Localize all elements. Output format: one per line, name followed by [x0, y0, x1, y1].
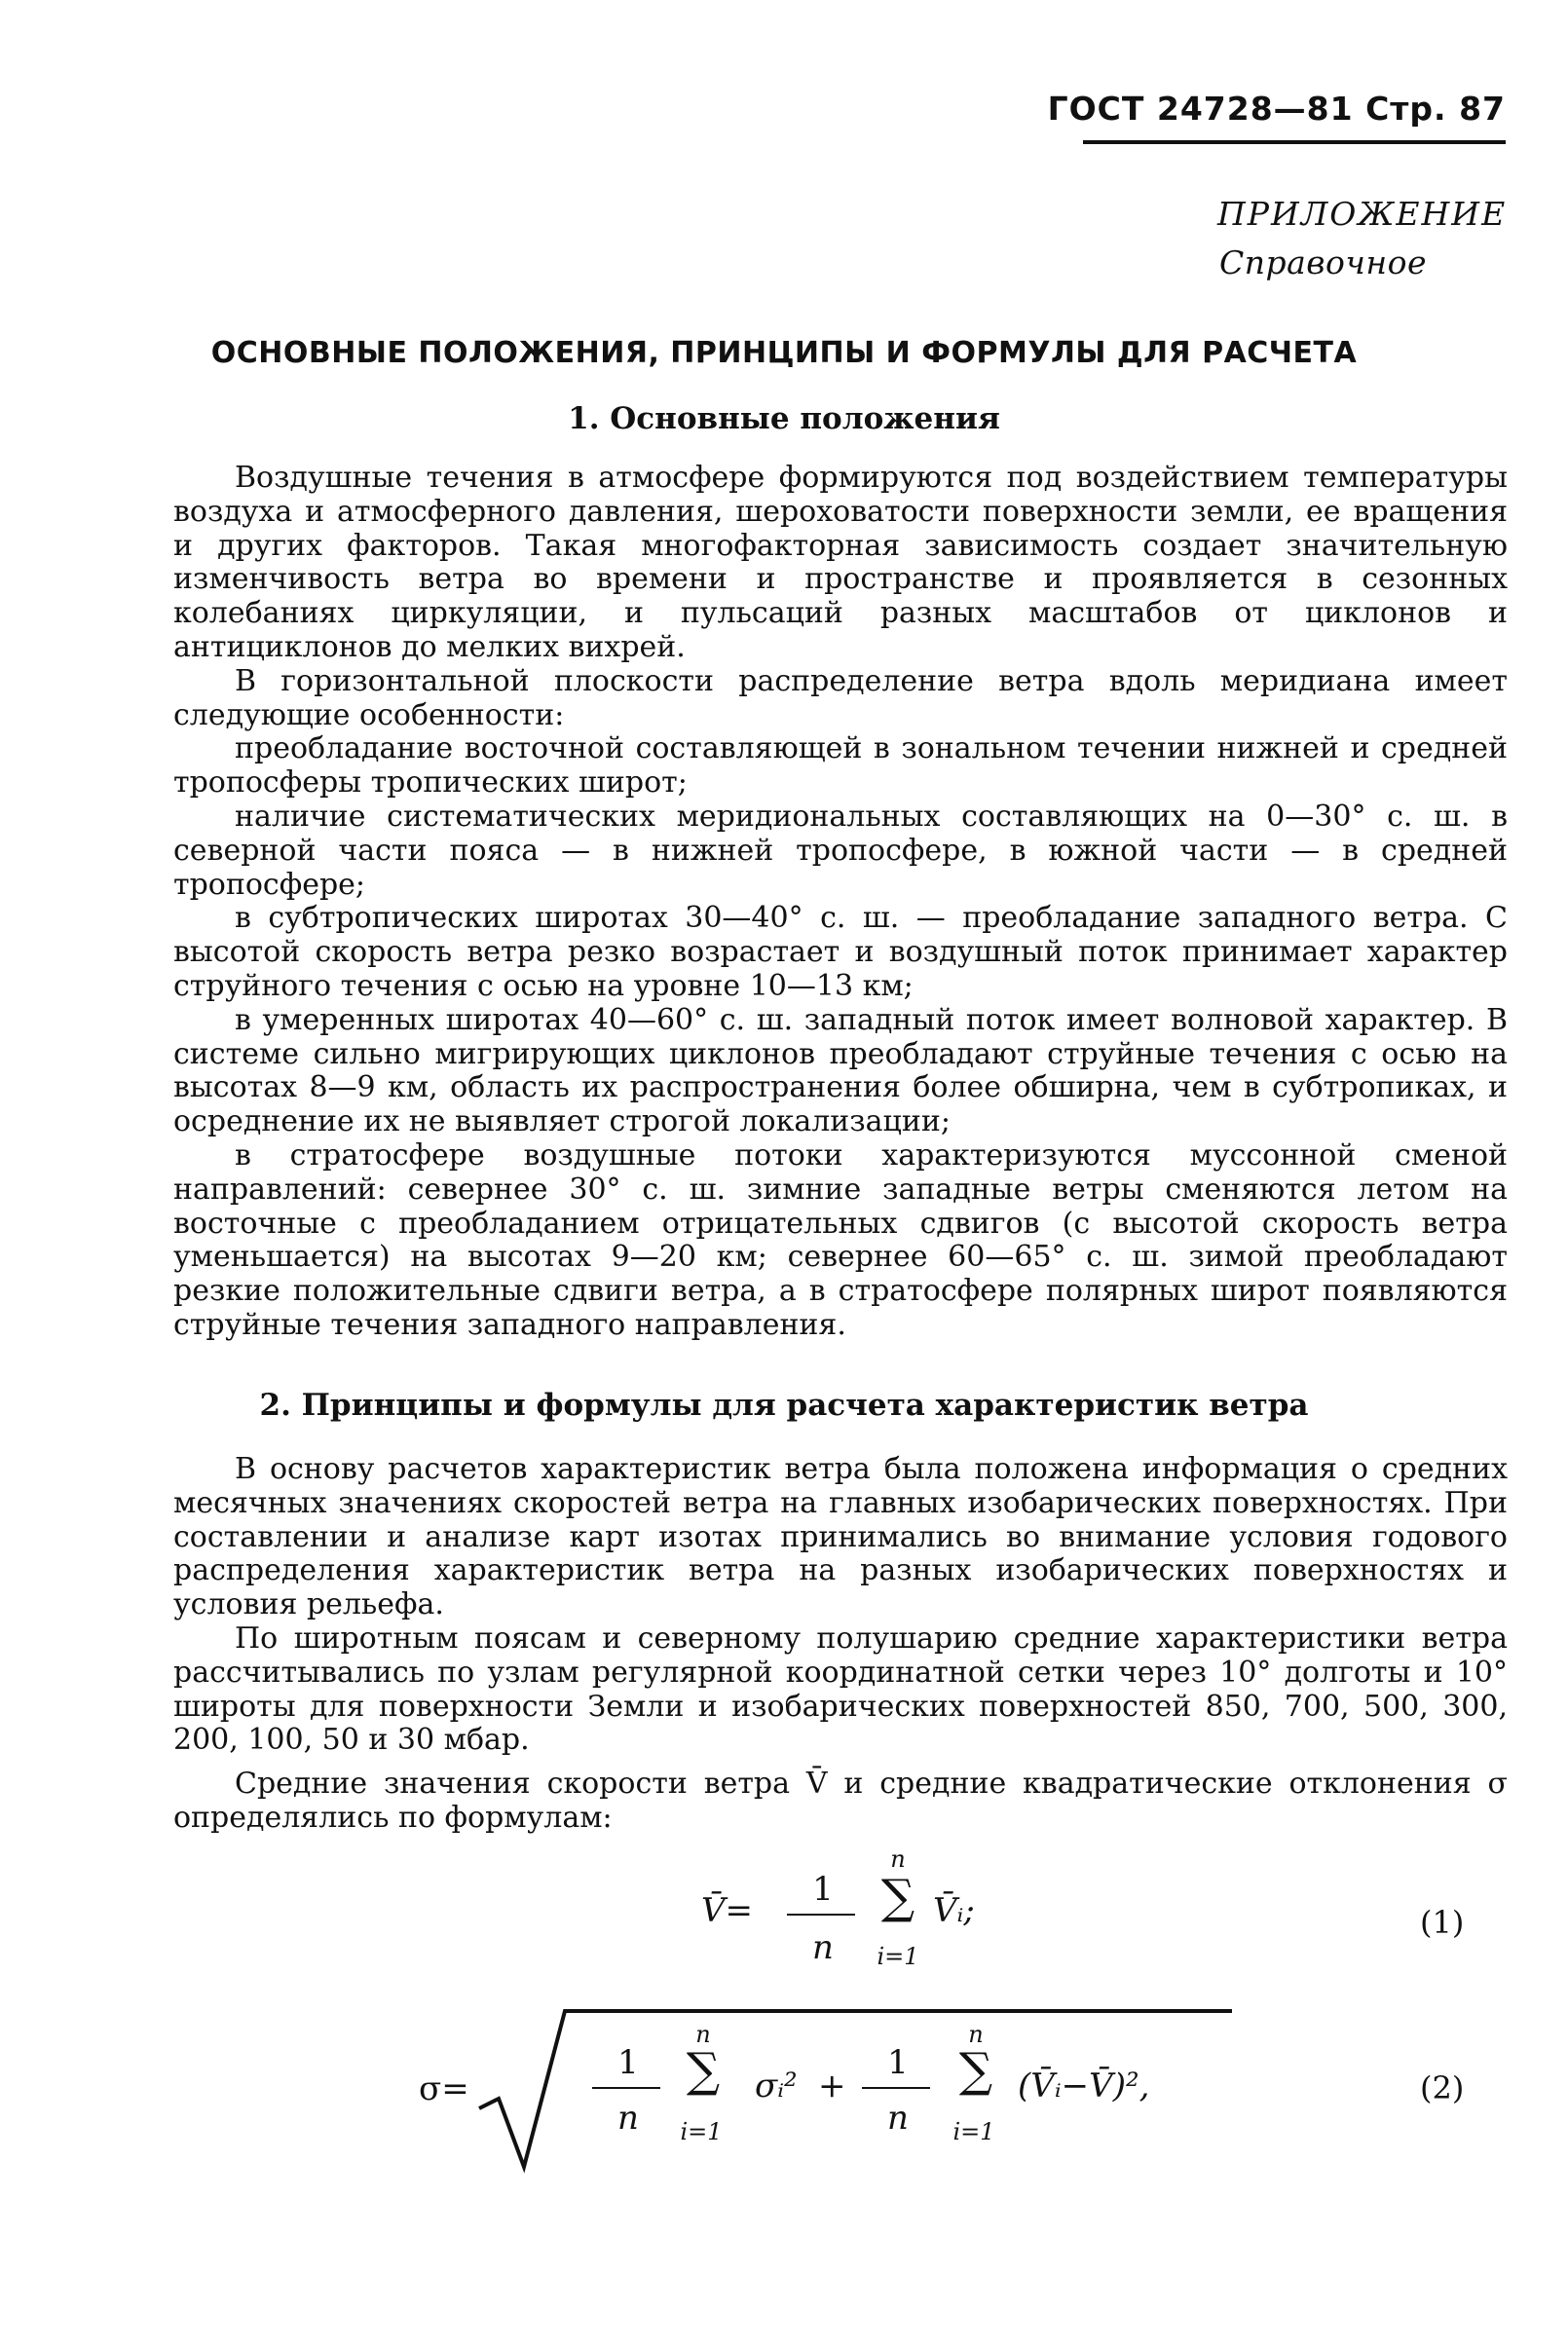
formula-2-sum2-bottom: i=1: [952, 2118, 995, 2145]
paragraph: В горизонтальной плоскости распределение ветра вдоль меридиана имеет следующие особенности:: [173, 663, 1508, 732]
formula-2-sum1-sign: ∑: [686, 2043, 721, 2098]
page-header: ГОСТ 24728—81 Стр. 87: [1047, 90, 1506, 128]
formula-2-term2: (V̄ᵢ−V̄)²,: [1018, 2067, 1150, 2105]
formula-2-num1: 1: [617, 2043, 639, 2082]
formula-2-bar2: [862, 2087, 930, 2089]
section-1-title: 1. Основные положения: [568, 401, 1000, 436]
formula-2-plus: +: [818, 2067, 846, 2105]
formula-2-sum1-bottom: i=1: [680, 2118, 723, 2145]
header-rule: [1083, 140, 1506, 144]
paragraph: в стратосфере воздушные потоки характеризуются муссонной сменой направлений: севернее 30° с. ш. зимние западные ветры сменяются летом на восточные с преобладанием отрицательных сдвигов (с высотой скорость ветра уменьшается) на высотах 9—20 км; севернее 60—65° с. ш. зимой преобладают резкие положительные сдвиги ветра, а в стратосфере полярных широт появляются струйные течения западного направления.: [173, 1137, 1508, 1342]
formula-1-numerator: 1: [812, 1870, 834, 1909]
formula-2-den2: n: [887, 2099, 909, 2138]
formula-1-sum-top: n: [890, 1845, 906, 1873]
formula-2-sum2-top: n: [968, 2021, 984, 2048]
appendix-subtitle: Справочное: [1219, 243, 1428, 281]
formula-1-term: V̄ᵢ;: [933, 1891, 975, 1930]
paragraph: преобладание восточной составляющей в зональном течении нижней и средней тропосферы тропических широт;: [173, 731, 1508, 801]
formula-2-sum2-sign: ∑: [958, 2043, 993, 2098]
formula-2-number: (2): [1420, 2069, 1465, 2106]
paragraph: наличие систематических меридиональных составляющих на 0—30° с. ш. в северной части пояса — в нижней тропосфере, в южной части — в средней тропосфере;: [173, 799, 1508, 902]
formula-1: [701, 1841, 1188, 1987]
formula-1-fraction-bar: [787, 1914, 855, 1916]
formula-1-sum-bottom: i=1: [877, 1943, 919, 1970]
formula-2: [380, 1987, 1237, 2181]
appendix-title: ПРИЛОЖЕНИЕ: [1217, 195, 1508, 233]
paragraph: Средние значения скорости ветра V̄ и средние квадратические отклонения σ определялись по формулам:: [173, 1767, 1508, 1835]
paragraph: в умеренных широтах 40—60° с. ш. западный поток имеет волновой характер. В системе сильно мигрирующих циклонов преобладают струйные течения с осью на высотах 8—9 км, область их распространения более обширна, чем в субтропиках, и осреднение их не выявляет строгой локализации;: [173, 1002, 1508, 1139]
paragraph: По широтным поясам и северному полушарию средние характеристики ветра рассчитывались по узлам регулярной координатной сетки через 10° долготы и 10° широты для поверхности Земли и изобарических поверхностей 850, 700, 500, 300, 200, 100, 50 и 30 мбар.: [173, 1621, 1508, 1758]
formula-1-number: (1): [1420, 1904, 1465, 1941]
section-1-body: [173, 462, 1508, 1343]
formula-2-lhs: σ=: [419, 2069, 469, 2108]
paragraph: Воздушные течения в атмосфере формируются под воздействием температуры воздуха и атмосферного давления, шероховатости поверхности земли, ее вращения и других факторов. Такая многофакторная зависимость создает значительную изменчивость ветра во времени и пространстве и проявляется в сезонных колебаниях циркуляции, и пульсаций разных масштабов от циклонов и антициклонов до мелких вихрей.: [173, 461, 1508, 664]
formula-2-term1: σᵢ²: [755, 2067, 798, 2105]
formula-2-sum1-top: n: [695, 2021, 711, 2048]
main-title: ОСНОВНЫЕ ПОЛОЖЕНИЯ, ПРИНЦИПЫ И ФОРМУЛЫ ДЛЯ РАСЧЕТА: [210, 336, 1358, 370]
formula-2-bar1: [592, 2087, 660, 2089]
formula-2-den1: n: [617, 2099, 639, 2138]
section-2-title: 2. Принципы и формулы для расчета характеристик ветра: [259, 1388, 1309, 1423]
formula-1-denominator: n: [812, 1928, 834, 1967]
paragraph: в субтропических широтах 30—40° с. ш. — преобладание западного ветра. С высотой скорость ветра резко возрастает и воздушный поток принимает характер струйного течения с осью на уровне 10—13 км;: [173, 901, 1508, 1003]
formula-2-num2: 1: [887, 2043, 909, 2082]
paragraph: В основу расчетов характеристик ветра была положена информация о средних месячных значениях скоростей ветра на главных изобарических поверхностях. При составлении и анализе карт изотах принимались во внимание условия годового распределения характеристик ветра на разных изобарических поверхностях и условия рельефа.: [173, 1452, 1508, 1622]
formula-1-lhs: V̄=: [701, 1891, 754, 1930]
formula-1-sum-sign: ∑: [880, 1870, 915, 1924]
appendix-label: [1217, 190, 1507, 287]
section-2-body: [173, 1453, 1508, 1836]
